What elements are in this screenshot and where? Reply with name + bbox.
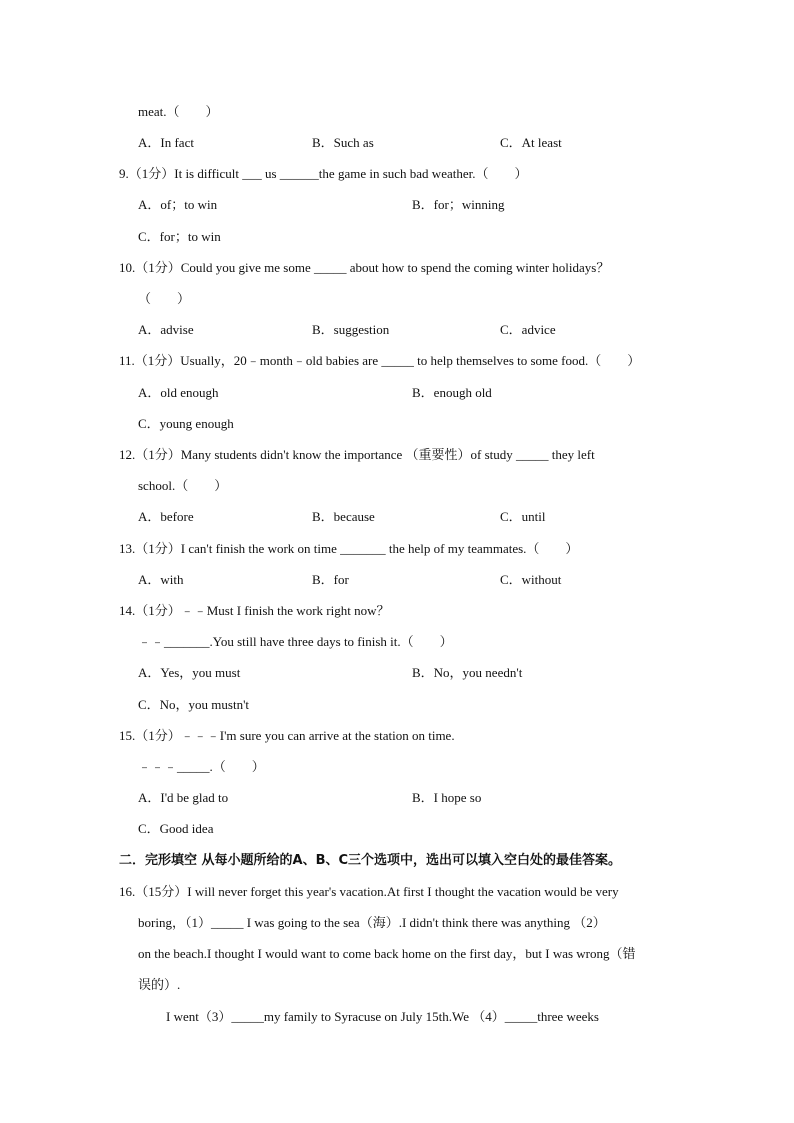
q10-option-c: C．advice [500, 322, 556, 337]
question-14: 14.（1分）﹣﹣Must I finish the work right now？ [119, 603, 390, 618]
q9-option-a: A．of；to win [138, 197, 218, 212]
q11-option-c: C．young enough [138, 416, 234, 431]
q9-option-b: B．for；winning [412, 197, 505, 212]
passage-line-4: I went（3）_____my family to Syracuse on July 15th.We （4）_____three weeks [166, 1009, 599, 1024]
question-12: 12.（1分）Many students didn't know the importance （重要性）of study _____ they left [119, 447, 595, 462]
q14-option-c: C．No，you mustn't [138, 697, 250, 712]
question-13: 13.（1分）I can't finish the work on time _______ the help of my teammates.（ ） [119, 541, 579, 556]
q12-stem-cont: school.（ ） [138, 478, 228, 493]
passage-line-2: on the beach.I thought I would want to come back home on the first day，but I was wrong（错 [138, 946, 636, 961]
q8-option-b: B．Such as [312, 135, 374, 150]
q9-option-c: C．for；to win [138, 229, 221, 244]
q14-option-a: A．Yes，you must [138, 665, 241, 680]
q10-option-b: B．suggestion [312, 322, 390, 337]
q15-option-b: B．I hope so [412, 790, 482, 805]
q12-option-b: B．because [312, 509, 375, 524]
passage-line-3: 误的）. [138, 977, 181, 992]
q15-option-c: C．Good idea [138, 821, 214, 836]
question-10: 10.（1分）Could you give me some _____ about how to spend the coming winter holidays？ [119, 260, 610, 275]
question-9: 9.（1分）It is difficult ___ us ______the game in such bad weather.（ ） [119, 166, 528, 181]
question-16: 16.（15分）I will never forget this year's vacation.At first I thought the vacation would be very [119, 884, 619, 899]
q13-option-c: C．without [500, 572, 562, 587]
q10-answer-bracket: （ ） [138, 291, 191, 306]
q11-option-b: B．enough old [412, 385, 492, 400]
question-11: 11.（1分）Usually，20﹣month﹣old babies are _____ to help themselves to some food.（ ） [119, 353, 641, 368]
q14-option-b: B．No，you needn't [412, 665, 523, 680]
q13-option-b: B．for [312, 572, 349, 587]
q12-option-a: A．before [138, 509, 194, 524]
section-2-heading: 二．完形填空 从每小题所给的A、B、C三个选项中，选出可以填入空白处的最佳答案。 [119, 853, 622, 868]
q8-option-a: A．In fact [138, 135, 194, 150]
q15-option-a: A．I'd be glad to [138, 790, 229, 805]
q10-option-a: A．advise [138, 322, 194, 337]
q12-option-c: C．until [500, 509, 546, 524]
q15-response: ﹣﹣﹣_____.（ ） [138, 759, 265, 774]
question-15: 15.（1分）﹣﹣﹣I'm sure you can arrive at the station on time. [119, 728, 455, 743]
q13-option-a: A．with [138, 572, 184, 587]
q8-stem-end: meat.（ ） [138, 104, 219, 119]
q14-response: ﹣﹣_______.You still have three days to finish it.（ ） [138, 634, 453, 649]
q11-option-a: A．old enough [138, 385, 219, 400]
q8-option-c: C．At least [500, 135, 562, 150]
passage-line-1: boring，（1）_____ I was going to the sea（海）.I didn't think there was anything （2） [138, 915, 606, 930]
